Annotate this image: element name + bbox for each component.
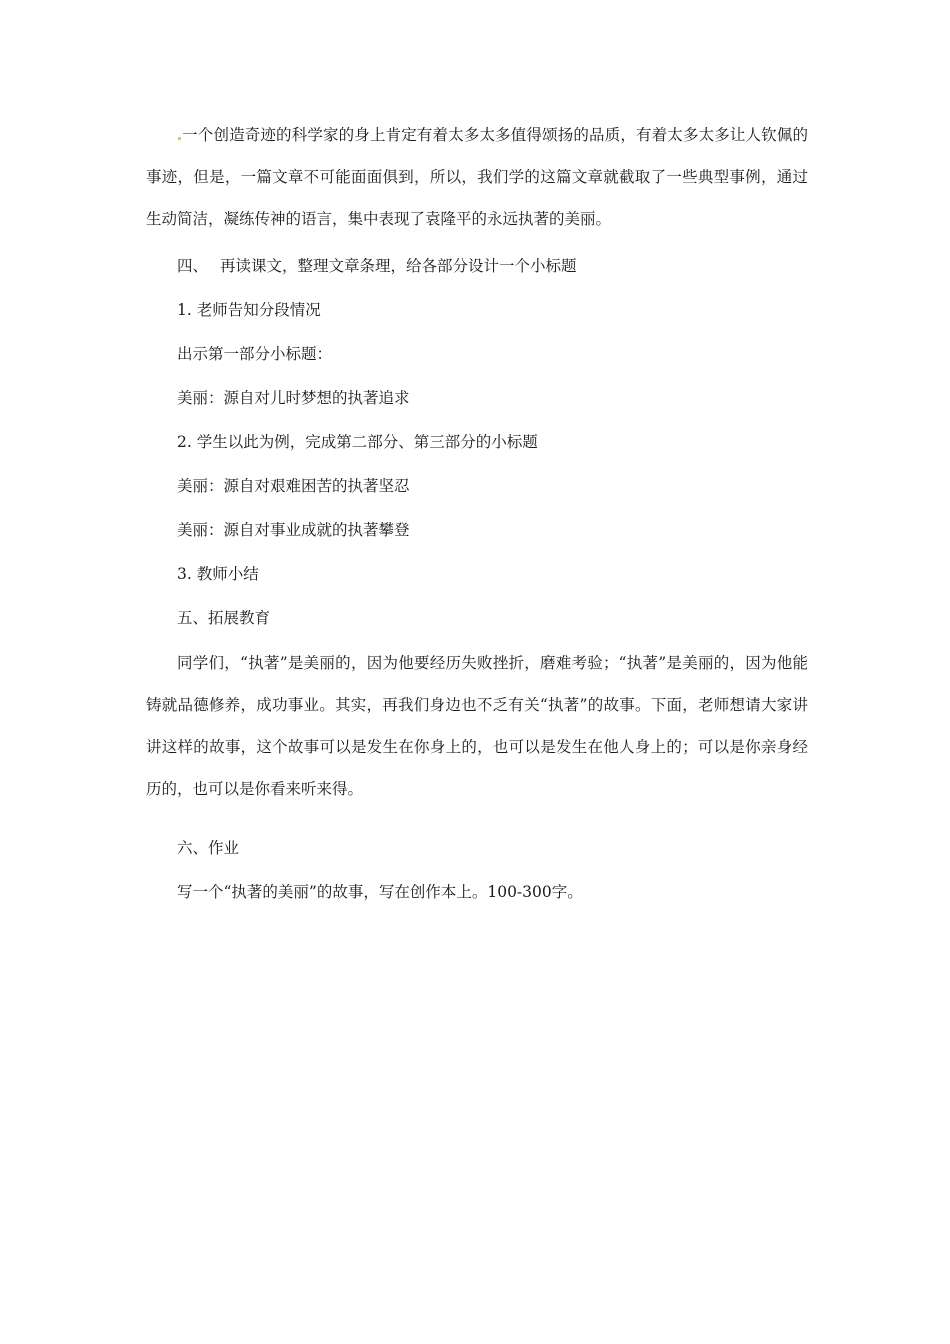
section-five-heading: 五、拓展教育	[177, 609, 271, 627]
intro-paragraph: 一个创造奇迹的科学家的身上肯定有着太多太多值得颂扬的品质，有着太多太多让人钦佩的事迹，但是，一篇文章不可能面面俱到，所以，我们学的这篇文章就截取了一些典型事例，通过生动简洁，凝练传神的语言，集中表现了袁隆平的永远执著的美丽。	[146, 126, 808, 228]
item-two: 2. 学生以此为例，完成第二部分、第三部分的小标题	[177, 433, 538, 451]
subtitle-two: 美丽：源自对艰难困苦的执著坚忍	[177, 477, 410, 495]
subtitle-one: 美丽：源自对儿时梦想的执著追求	[177, 389, 410, 407]
document-page	[146, 114, 808, 914]
item-one-sub: 出示第一部分小标题：	[177, 345, 333, 363]
subtitle-three: 美丽：源自对事业成就的执著攀登	[177, 521, 410, 539]
item-three: 3. 教师小结	[177, 565, 259, 583]
extension-paragraph: 同学们，“执著”是美丽的，因为他要经历失败挫折，磨难考验；“执著”是美丽的，因为他能铸就品德修养，成功事业。其实，再我们身边也不乏有关“执著”的故事。下面，老师想请大家讲讲这样的故事，这个故事可以是发生在你身上的，也可以是发生在他人身上的；可以是你亲身经历的，也可以是你看来听来得。	[146, 654, 808, 798]
homework-line: 写一个“执著的美丽”的故事，写在创作本上。100-300字。	[177, 883, 583, 901]
section-six-heading: 六、作业	[177, 839, 240, 857]
item-one: 1. 老师告知分段情况	[177, 301, 321, 319]
margin-mark	[178, 137, 181, 140]
section-four-heading: 四、 再读课文，整理文章条理，给各部分设计一个小标题	[177, 257, 577, 275]
